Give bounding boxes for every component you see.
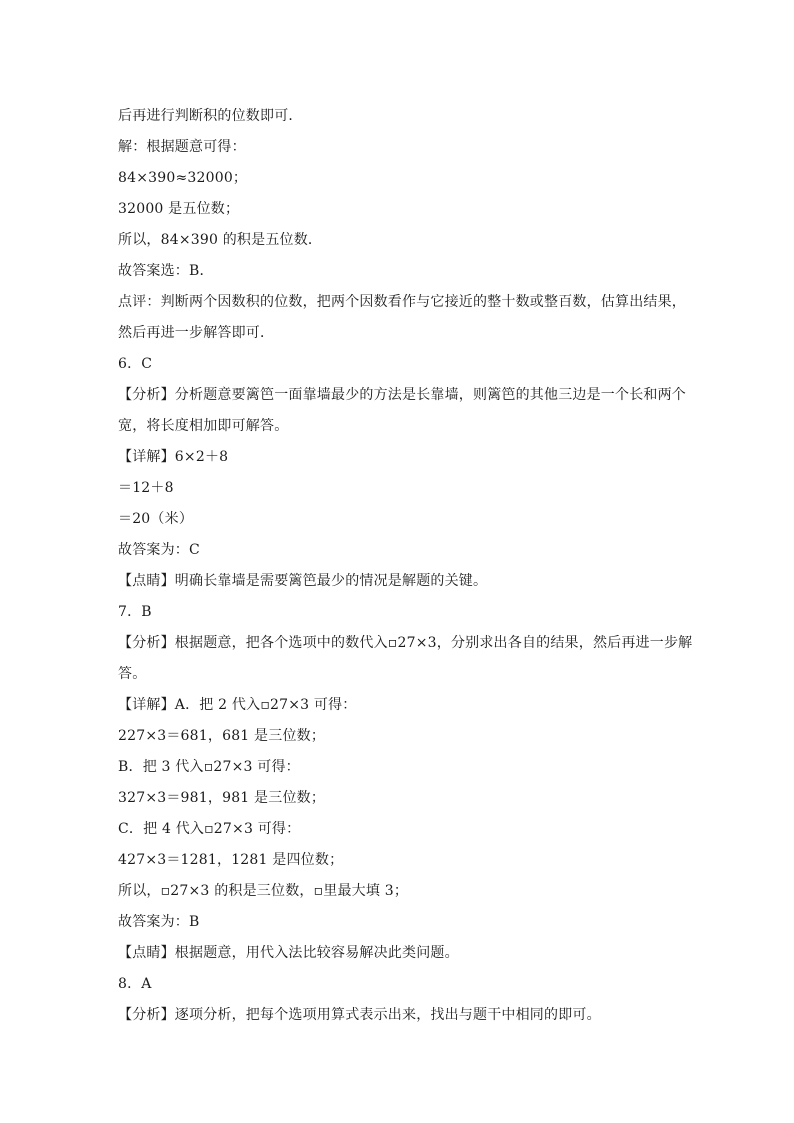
text-line: 84×390≈32000； [118, 170, 248, 186]
detail-line: 所以，▫27×3 的积是三位数，▫里最大填 3； [118, 883, 409, 899]
analysis-line: 【分析】逐项分析，把每个选项用算式表示出来，找出与题干中相同的即可。 [118, 1007, 601, 1023]
comment-line: 然后再进一步解答即可． [118, 325, 275, 341]
question-number: 6．C [118, 356, 153, 372]
text-line: 后再进行判断积的位数即可． [118, 108, 303, 124]
detail-line: 327×3＝981，981 是三位数； [118, 790, 326, 806]
solution-heading: 解：根据题意可得： [118, 139, 246, 155]
question-number: 8．A [118, 976, 152, 992]
answer-line: 故答案为：B [118, 914, 200, 930]
detail-line: 427×3＝1281，1281 是四位数； [118, 852, 344, 868]
analysis-line: 宽，将长度相加即可解答。 [118, 418, 289, 434]
text-line: 32000 是五位数； [118, 201, 240, 217]
answer-line: 故答案选：B． [118, 263, 214, 279]
detail-line: 【详解】6×2＋8 [118, 449, 229, 465]
comment-line: 点评：判断两个因数积的位数，把两个因数看作与它接近的整十数或整百数，估算出结果， [118, 294, 686, 310]
detail-line: ＝20（米） [118, 511, 194, 527]
detail-line: 【详解】A．把 2 代入▫27×3 可得： [118, 697, 357, 713]
text-line: 所以，84×390 的积是五位数． [118, 232, 323, 248]
document-body [118, 101, 693, 1031]
analysis-line: 答。 [118, 666, 147, 682]
detail-line: 227×3＝681，681 是三位数； [118, 728, 326, 744]
detail-line: ＝12＋8 [118, 480, 174, 496]
detail-line: C．把 4 代入▫27×3 可得： [118, 821, 301, 837]
question-number: 7．B [118, 604, 152, 620]
detail-line: B．把 3 代入▫27×3 可得： [118, 759, 300, 775]
analysis-line: 【分析】分析题意要篱笆一面靠墙最少的方法是长靠墙，则篱笆的其他三边是一个长和两个 [118, 387, 686, 403]
analysis-line: 【分析】根据题意，把各个选项中的数代入▫27×3，分别求出各自的结果，然后再进一步解 [118, 635, 693, 651]
answer-line: 故答案为：C [118, 542, 200, 558]
key-point-line: 【点睛】明确长靠墙是需要篱笆最少的情况是解题的关键。 [118, 573, 488, 589]
key-point-line: 【点睛】根据题意，用代入法比较容易解决此类问题。 [118, 945, 459, 961]
